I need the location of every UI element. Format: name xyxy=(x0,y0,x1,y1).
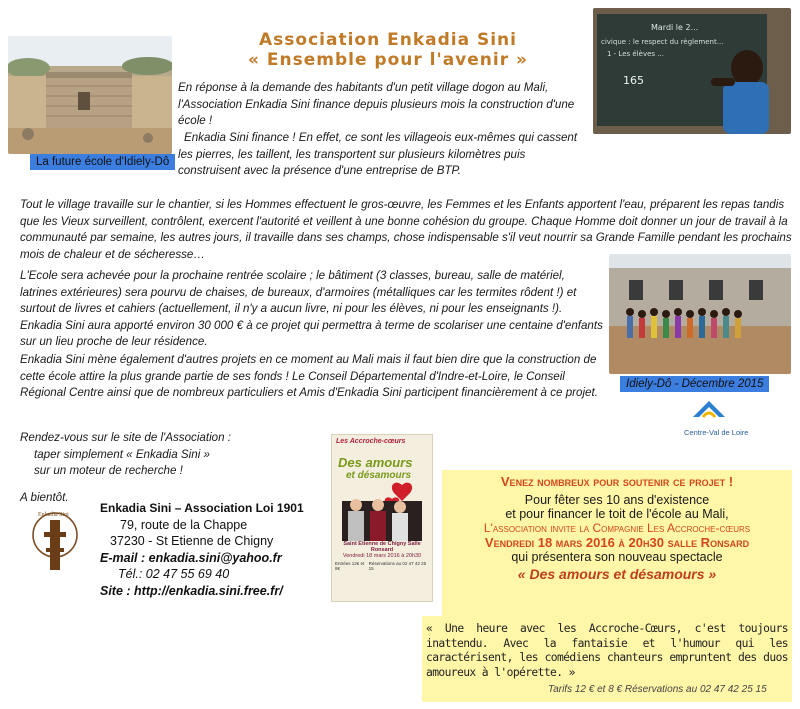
page-title: Association Enkadia Sini xyxy=(259,30,517,50)
show-poster xyxy=(331,434,433,602)
poster-prices: Entrées 12€ et 8€ xyxy=(335,561,365,571)
intro-paragraph-1: En réponse à la demande des habitants d'un petit village dogon au Mali, l'Association Enkadia Sini finance depuis plusieurs mois la construction d'une école ! xyxy=(178,81,575,128)
email-row xyxy=(100,550,330,567)
poster-title-line1: Des amours xyxy=(338,455,413,470)
poster-date: Vendredi 18 mars 2016 à 20h30 xyxy=(342,553,422,559)
region-logo xyxy=(684,397,749,447)
org-name: Enkadia Sini – Association Loi 1901 xyxy=(100,501,304,515)
region-emblem-icon xyxy=(689,397,729,423)
contact-block xyxy=(100,500,330,599)
poster-troupe: Les Accroche-cœurs xyxy=(336,438,406,445)
blackboard-line3: 1 - Les élèves ... xyxy=(607,50,664,58)
poster-venue: Saint Etienne de Chigny Salle Ronsard xyxy=(343,541,421,553)
event-line5: qui présentera son nouveau spectacle xyxy=(511,550,723,564)
event-line1: Pour fêter ses 10 ans d'existence xyxy=(524,493,710,507)
tel-label: Tél.: xyxy=(118,567,143,581)
page-subtitle: « Ensemble pour l'avenir » xyxy=(247,50,528,70)
intro-paragraph-2-start: Enkadia Sini finance ! En effet, ce sont les villageois eux-mêmes qui cassent les pierres, les taillent, les transportent sur plusieurs kilomètres puis construisent avec la présence d'une entreprise de BTP. xyxy=(178,131,578,178)
email-label: E-mail : xyxy=(100,550,146,565)
event-headline: Venez nombreux pour soutenir ce projet ! xyxy=(500,474,734,489)
site-row xyxy=(100,583,330,600)
association-logo xyxy=(30,510,80,580)
greeting: A bientôt. xyxy=(20,491,69,504)
poster-booking: Réservations au 02 47 42 25 15 xyxy=(368,561,427,571)
association-logo-text: Enkadia Sini xyxy=(38,512,69,518)
event-date: Vendredi 18 mars 2016 à 20h30 salle Ronsard xyxy=(484,535,750,550)
site-link[interactable]: http://enkadia.sini.free.fr/ xyxy=(134,583,283,598)
website-note-line3: sur un moteur de recherche ! xyxy=(34,464,183,478)
poster-footer xyxy=(332,559,432,573)
website-note-line1: Rendez-vous sur le site de l'Association : xyxy=(20,431,232,444)
blackboard-line2: civique : le respect du règlement... xyxy=(601,38,724,46)
website-note xyxy=(20,430,320,480)
event-tarifs: Tarifs 12 € et 8 € Réservations au 02 47 42 25 15 xyxy=(548,684,767,695)
funding-paragraph: Enkadia Sini mène également d'autres projets en ce moment au Mali mais il faut bien dire que la construction de cette école attire la plus grande partie de ses fonds ! Le Conseil Départemental d'Indre-et-Loire, le Conseil Régional Centre ainsi que de nombreux particuliers et Amis d'Enkadia Sini participent financièrement à ce projet. xyxy=(20,353,598,400)
poster-illustration xyxy=(332,481,432,541)
city: 37230 - St Etienne de Chigny xyxy=(110,534,274,548)
intro-paragraph-2-rest: Tout le village travaille sur le chantier, si les Hommes effectuent le gros-œuvre, les Femmes et les Enfants apportent l'eau, préparent les repas tandis que les Vieux surveillent, contrôlent, exercent l'autorité et veillent à une bonne cohésion du groupe. Chaque Homme doit donner un jour de travail à la communauté par semaine, les autres jours, il travaille dans ses champs, chose indispensable s'il veut nourrir sa Grande Famille pendant les prochains mois de chaleur et de sécheresse… xyxy=(20,198,792,261)
event-show-title: « Des amours et désamours » xyxy=(517,566,717,582)
school-paragraph: L'Ecole sera achevée pour la prochaine rentrée scolaire ; le bâtiment (3 classes, bureau, salle de matériel, latrines extérieures) sera pourvu de chaises, de bureaux, d'armoires (métalliques car les termites rôdent !) et surtout de livres et cahiers (actuellement, il n'y a aucun livre, ni pour les élèves, ni pour les enseignants !). Enkadia Sini aura apporté environ 30 000 € à ce projet qui permettra à terme de scolariser une centaine d'enfants sur un lieu proche de leur résidence. xyxy=(20,269,603,349)
children-photo-caption: Idiely-Dô - Décembre 2015 xyxy=(620,376,769,392)
school-photo-caption: La future école d'Idiely-Dô xyxy=(30,154,175,170)
event-line2: et pour financer le toit de l'école au Mali, xyxy=(505,507,729,521)
address: 79, route de la Chappe xyxy=(120,517,248,532)
region-logo-text: Centre-Val de Loire xyxy=(684,428,749,437)
site-label: Site : xyxy=(100,583,131,598)
tel-row xyxy=(100,566,330,583)
event-content xyxy=(442,474,792,582)
children-school-photo xyxy=(609,254,791,374)
event-invitation: L'association invite la Compagnie Les Accroche-cœurs xyxy=(483,521,751,535)
email-link[interactable]: enkadia.sini@yahoo.fr xyxy=(148,550,282,565)
school-construction-photo xyxy=(8,36,172,154)
blackboard-photo xyxy=(593,8,791,134)
blackboard-math: 165 xyxy=(623,74,644,87)
blackboard-line1: Mardi le 2... xyxy=(651,23,699,32)
tel-number: 02 47 55 69 40 xyxy=(145,567,230,581)
website-note-line2: taper simplement « Enkadia Sini » xyxy=(34,447,210,461)
poster-title-line2: et désamours xyxy=(346,470,412,481)
event-quote: « Une heure avec les Accroche-Cœurs, c'est toujours inattendu. Avec la fantaisie et l'humour qui les caractérisent, les comédiens chanteurs empruntent des duos amoureux à l'opérette. » xyxy=(426,622,788,679)
